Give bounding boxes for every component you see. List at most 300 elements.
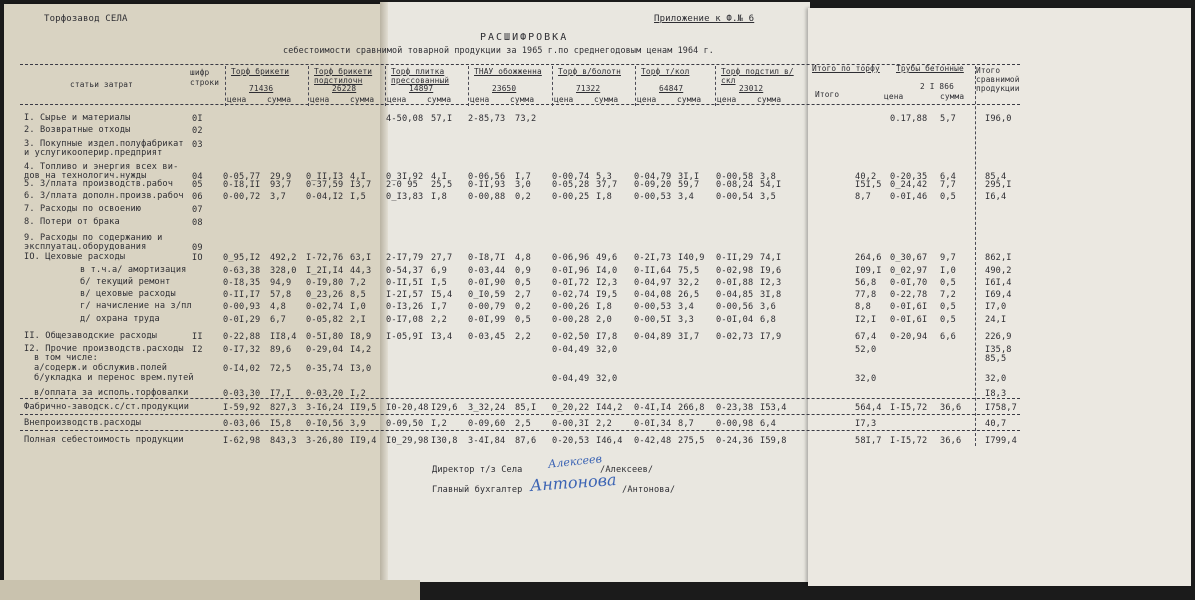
table-cell: 59,7 — [678, 180, 700, 190]
table-cell: 57,I — [431, 114, 453, 124]
row-pipes-value: 7,7 — [940, 180, 956, 190]
table-cell: 85,I — [515, 403, 537, 413]
row-pipes-value: 36,6 — [940, 436, 962, 446]
table-cell: 0-0I,88 — [716, 278, 754, 288]
table-cell: 0-08,24 — [716, 180, 754, 190]
accountant-name: /Антонова/ — [622, 485, 676, 495]
table-cell: I53,4 — [760, 403, 787, 413]
header-group-qty: 26228 — [332, 84, 357, 93]
row-label: в т.ч.а/ амортизация — [80, 265, 187, 275]
table-cell: 0-0I,29 — [223, 315, 261, 325]
header-pipes: Трубы бетонные — [896, 64, 964, 73]
table-cell: 3_32,24 — [468, 403, 506, 413]
table-cell: 27,7 — [431, 253, 453, 263]
row-label: г/ начисление на з/пл — [80, 301, 192, 311]
row-grand-total: 24,I — [985, 315, 1007, 325]
table-cell: I9,6 — [760, 266, 782, 276]
row-label: 7. Расходы по освоению — [24, 204, 142, 214]
table-cell: I7,8 — [596, 332, 618, 342]
table-cell: I8,9 — [350, 332, 372, 342]
table-cell: I5,8 — [270, 419, 292, 429]
row-label: а/содерж.и обслужив.полей — [34, 363, 168, 373]
summary-rule — [20, 414, 1020, 415]
row-pipes-value: 0,5 — [940, 192, 956, 202]
table-cell: 57,8 — [270, 290, 292, 300]
grand-total-divider — [975, 66, 976, 446]
table-cell: 0-03,45 — [468, 332, 506, 342]
table-cell: 0-05,77 — [223, 172, 261, 182]
table-cell: 0-22,88 — [223, 332, 261, 342]
row-label: в/оплата за исполь.торфовалки — [34, 388, 189, 398]
table-cell: 0-II,I7 — [223, 290, 261, 300]
row-grand-total: I758,7 — [985, 403, 1017, 413]
table-cell: 72,5 — [270, 364, 292, 374]
header-total-peat: Итого по торфу — [812, 64, 880, 73]
row-pipes-value: I-I5,72 — [890, 436, 928, 446]
row-pipes-value: 0,5 — [940, 302, 956, 312]
header-subcol-sum: сумма — [510, 95, 535, 104]
row-pipes-value: I,0 — [940, 266, 956, 276]
header-divider — [715, 66, 716, 106]
row-grand-total: I69,4 — [985, 290, 1012, 300]
table-cell: 0-02,50 — [552, 332, 590, 342]
table-cell: 0-02,98 — [716, 266, 754, 276]
header-divider — [635, 66, 636, 106]
table-cell: I9,5 — [596, 290, 618, 300]
table-cell: 266,8 — [678, 403, 705, 413]
table-cell: 0-04,85 — [716, 290, 754, 300]
row-label: 3. Покупные издел.полуфабрикат и услугикооперир.предприят — [24, 139, 184, 158]
row-pipes-value: 0_30,67 — [890, 253, 928, 263]
table-cell: 0-37,59 — [306, 180, 344, 190]
header-grand-total: Итого сравнимой продукции — [976, 66, 1020, 93]
row-grand-total: I7,0 — [985, 302, 1007, 312]
row-total-peat: 564,4 — [855, 403, 882, 413]
table-cell: 0-29,04 — [306, 345, 344, 355]
table-cell: 0-00,98 — [716, 419, 754, 429]
table-cell: I44,2 — [596, 403, 623, 413]
table-cell: I,8 — [596, 302, 612, 312]
organization-name: Торфозавод СЕЛА — [44, 14, 128, 24]
row-pipes-value: 6,6 — [940, 332, 956, 342]
table-cell: 2,I — [350, 315, 366, 325]
table-cell: 32,0 — [596, 374, 618, 384]
table-cell: 328,0 — [270, 266, 297, 276]
row-pipes-value: 0-20,35 — [890, 172, 928, 182]
table-cell: 0-00,25 — [552, 192, 590, 202]
table-cell: I5,4 — [431, 290, 453, 300]
row-code: I2 — [192, 345, 203, 355]
row-label: Внепроизводств.расходы — [24, 418, 142, 428]
table-cell: 0-00,5I — [634, 315, 672, 325]
table-cell: 0-23,38 — [716, 403, 754, 413]
table-cell: 0-00,88 — [468, 192, 506, 202]
table-cell: 0-00,79 — [468, 302, 506, 312]
table-cell: I,7 — [515, 172, 531, 182]
table-cell: II9,5 — [350, 403, 377, 413]
row-pipes-value: 0,5 — [940, 315, 956, 325]
header-subcol-price: цена — [470, 95, 490, 104]
appendix-label: Приложение к Ф.№ 6 — [654, 14, 755, 24]
header-subcol-sum: сумма — [427, 95, 452, 104]
row-label: 2. Возвратные отходы — [24, 125, 131, 135]
row-pipes-value: 7,2 — [940, 290, 956, 300]
table-cell: 0-05,28 — [552, 180, 590, 190]
table-cell: 0-00,54 — [716, 192, 754, 202]
accountant-title: Главный бухгалтер — [432, 485, 523, 495]
row-label: Фабрично-заводск.с/ст.продукции — [24, 402, 190, 412]
table-cell: 0_I3,83 — [386, 192, 424, 202]
table-cell: I7,I — [270, 389, 292, 399]
table-cell: 0-II,5I — [386, 278, 424, 288]
table-cell: I30,8 — [431, 436, 458, 446]
table-cell: 0-0I,99 — [468, 315, 506, 325]
table-cell: 63,I — [350, 253, 372, 263]
table-cell: 37,7 — [596, 180, 618, 190]
table-cell: 0-04,79 — [634, 172, 672, 182]
header-items: статьи затрат — [70, 80, 133, 89]
table-cell: 0,5 — [515, 278, 531, 288]
row-pipes-value: 0-0I,70 — [890, 278, 928, 288]
row-code: IO — [192, 253, 203, 263]
table-cell: 0-04,89 — [634, 332, 672, 342]
table-cell: 0-20,53 — [552, 436, 590, 446]
table-cell: 2,7 — [515, 290, 531, 300]
header-group-label: Торф брикети — [231, 67, 290, 76]
row-grand-total: 226,9 — [985, 332, 1012, 342]
table-cell: 74,I — [760, 253, 782, 263]
row-code: 04 — [192, 172, 203, 182]
row-pipes-value: 0-0I,46 — [890, 192, 928, 202]
table-cell: 0-00,56 — [716, 302, 754, 312]
header-group-qty: 23012 — [739, 84, 764, 93]
header-subcol-price: цена — [554, 95, 574, 104]
row-code: 03 — [192, 140, 203, 150]
row-label: в/ цеховые расходы — [80, 289, 176, 299]
header-divider — [385, 66, 386, 106]
table-cell: I,2 — [431, 419, 447, 429]
table-cell: 2,0 — [596, 315, 612, 325]
table-cell: I,5 — [431, 278, 447, 288]
row-label: I2. Прочие производств.расходы — [24, 344, 184, 354]
table-cell: 54,I — [760, 180, 782, 190]
table-cell: 3I,7 — [678, 332, 700, 342]
row-total-peat: 8,8 — [855, 302, 871, 312]
table-cell: 32,2 — [678, 278, 700, 288]
row-label: 5. З/плата производств.рабоч — [24, 179, 174, 189]
row-code: 06 — [192, 192, 203, 202]
row-total-peat: 264,6 — [855, 253, 882, 263]
table-cell: I-59,92 — [223, 403, 261, 413]
table-cell: 4,8 — [270, 302, 286, 312]
header-divider — [308, 66, 309, 106]
table-cell: 0-09,60 — [468, 419, 506, 429]
row-pipes-value: 0-0I,6I — [890, 315, 928, 325]
header-subcol-sum: сумма — [267, 95, 292, 104]
table-cell: 3,7 — [270, 192, 286, 202]
table-cell: 3,9 — [350, 419, 366, 429]
header-pipes-price: цена — [884, 92, 904, 101]
table-cell: 2-85,73 — [468, 114, 506, 124]
table-cell: 3I,I — [678, 172, 700, 182]
table-cell: I,2 — [350, 389, 366, 399]
header-pipes-qty: 2 I 866 — [920, 82, 954, 91]
table-cell: 3,3 — [678, 315, 694, 325]
table-cell: 0-00,72 — [223, 192, 261, 202]
table-cell: 0,9 — [515, 266, 531, 276]
row-grand-total: 32,0 — [985, 374, 1007, 384]
row-total-peat: 77,8 — [855, 290, 877, 300]
table-cell: 0-0I,90 — [468, 278, 506, 288]
header-group-label: Торф брикети подстилочн — [314, 67, 373, 85]
table-cell: 0-0I,96 — [552, 266, 590, 276]
table-cell: I7,9 — [760, 332, 782, 342]
table-cell: 0-I0,56 — [306, 419, 344, 429]
table-cell: 0-II,93 — [468, 180, 506, 190]
table-cell: 4-50,08 — [386, 114, 424, 124]
row-label: д/ охрана труда — [80, 314, 160, 324]
table-cell: 0-02,73 — [716, 332, 754, 342]
table-cell: 0-04,I2 — [306, 192, 344, 202]
table-cell: 0_95,I2 — [223, 253, 261, 263]
table-cell: 6,7 — [270, 315, 286, 325]
table-cell: I4,2 — [350, 345, 372, 355]
table-cell: 0-II,29 — [716, 253, 754, 263]
header-subcol-price: цена — [227, 95, 247, 104]
table-cell: 0_3I,92 — [386, 172, 424, 182]
director-title: Директор т/з Села — [432, 465, 523, 475]
table-cell: 32,0 — [596, 345, 618, 355]
table-cell: 3-26,80 — [306, 436, 344, 446]
row-label: IO. Цеховые расходы — [24, 252, 126, 262]
table-cell: 49,6 — [596, 253, 618, 263]
table-cell: 0-0I,72 — [552, 278, 590, 288]
table-cell: 4,I — [431, 172, 447, 182]
table-cell: 0-05,82 — [306, 315, 344, 325]
row-grand-total: I6I,4 — [985, 278, 1012, 288]
row-pipes-value: 0-22,78 — [890, 290, 928, 300]
row-label: 6. З/плата дополн.произв.рабоч — [24, 191, 184, 201]
header-group-label: Торф подстил в/скл — [721, 67, 794, 85]
table-cell: 0-04,08 — [634, 290, 672, 300]
row-code: 05 — [192, 180, 203, 190]
row-label: II. Общезаводские расходы — [24, 331, 158, 341]
row-pipes-value: 5,7 — [940, 114, 956, 124]
table-cell: 0-00,58 — [716, 172, 754, 182]
row-label: 8. Потери от брака — [24, 217, 120, 227]
row-label: б/ текущий ремонт — [80, 277, 171, 287]
table-cell: I0_29,98 — [386, 436, 429, 446]
table-cell: 0-0I,04 — [716, 315, 754, 325]
table-cell: I29,6 — [431, 403, 458, 413]
table-cell: 94,9 — [270, 278, 292, 288]
table-cell: I2,3 — [596, 278, 618, 288]
table-cell: I,8 — [431, 192, 447, 202]
row-pipes-value: 0.17,88 — [890, 114, 928, 124]
table-cell: 2,2 — [431, 315, 447, 325]
table-cell: 0-09,20 — [634, 180, 672, 190]
table-cell: 0-I4,02 — [223, 364, 261, 374]
table-cell: 0_20,22 — [552, 403, 590, 413]
table-cell: 0-02,74 — [552, 290, 590, 300]
table-cell: 75,5 — [678, 266, 700, 276]
row-pipes-value: 0-0I,6I — [890, 302, 928, 312]
table-cell: I-05,9I — [386, 332, 424, 342]
table-cell: I-62,98 — [223, 436, 261, 446]
table-cell: I46,4 — [596, 436, 623, 446]
table-cell: 0_I0,59 — [468, 290, 506, 300]
row-label: в том числе: — [34, 353, 98, 363]
table-cell: 0-24,36 — [716, 436, 754, 446]
table-cell: 0_23,26 — [306, 290, 344, 300]
table-cell: 2,2 — [596, 419, 612, 429]
paper-edge-strip — [0, 580, 420, 600]
row-grand-total: I6,4 — [985, 192, 1007, 202]
table-cell: 0-03,30 — [223, 389, 261, 399]
director-name: /Алексеев/ — [600, 465, 654, 475]
table-cell: 0,2 — [515, 302, 531, 312]
row-code: 02 — [192, 126, 203, 136]
table-cell: II8,4 — [270, 332, 297, 342]
table-cell: 0-I7,32 — [223, 345, 261, 355]
table-cell: I4,0 — [596, 266, 618, 276]
table-cell: I40,9 — [678, 253, 705, 263]
header-subcol-sum: сумма — [757, 95, 782, 104]
table-cell: 0-00,28 — [552, 315, 590, 325]
table-cell: 0-I8,35 — [223, 278, 261, 288]
table-cell: 0-I8,II — [223, 180, 261, 190]
header-group-label: Торф плитка прессованный — [391, 67, 450, 85]
header-subcol-price: цена — [637, 95, 657, 104]
table-cell: II9,4 — [350, 436, 377, 446]
director-signature: Алексеев — [547, 452, 603, 471]
row-pipes-value: 6,4 — [940, 172, 956, 182]
table-cell: 3-I6,24 — [306, 403, 344, 413]
table-cell: 0-0I,34 — [634, 419, 672, 429]
table-cell: 0,2 — [515, 192, 531, 202]
table-cell: 3I,8 — [760, 290, 782, 300]
table-cell: 0-00,93 — [223, 302, 261, 312]
row-pipes-value: 0_24,42 — [890, 180, 928, 190]
table-cell: 0-00,3I — [552, 419, 590, 429]
row-pipes-value: I-I5,72 — [890, 403, 928, 413]
table-cell: 4,I — [350, 172, 366, 182]
table-cell: 8,7 — [678, 419, 694, 429]
header-total-peat-sub: Итого — [815, 90, 840, 99]
row-grand-total: 862,I — [985, 253, 1012, 263]
table-cell: 87,6 — [515, 436, 537, 446]
table-cell: 0-02,74 — [306, 302, 344, 312]
table-cell: I3,7 — [350, 180, 372, 190]
row-total-peat: I7,3 — [855, 419, 877, 429]
table-cell: 0-35,74 — [306, 364, 344, 374]
table-cell: 0-03,20 — [306, 389, 344, 399]
row-code: 07 — [192, 205, 203, 215]
header-group-qty: 23650 — [492, 84, 517, 93]
row-total-peat: 56,8 — [855, 278, 877, 288]
table-cell: 0-63,38 — [223, 266, 261, 276]
table-cell: 0_II,I3 — [306, 172, 344, 182]
header-subcol-sum: сумма — [677, 95, 702, 104]
accountant-signature: Антонова — [529, 470, 618, 495]
table-cell: 0,5 — [515, 315, 531, 325]
table-cell: I-2I,57 — [386, 290, 424, 300]
row-total-peat: I09,I — [855, 266, 882, 276]
table-cell: I_2I,I4 — [306, 266, 344, 276]
header-subcol-sum: сумма — [350, 95, 375, 104]
row-grand-total: I35,8 — [985, 345, 1012, 355]
row-pipes-value: 0,5 — [940, 278, 956, 288]
table-cell: 0-4I,I4 — [634, 403, 672, 413]
row-grand-total: I8,3 — [985, 389, 1007, 399]
table-cell: I0-20,48 — [386, 403, 429, 413]
row-pipes-value: 0_02,97 — [890, 266, 928, 276]
table-cell: 0-I7,08 — [386, 315, 424, 325]
header-divider — [468, 66, 469, 106]
table-cell: 2,5 — [515, 419, 531, 429]
table-cell: 0-06,56 — [468, 172, 506, 182]
table-cell: 3-4I,84 — [468, 436, 506, 446]
table-cell: 0-2I,73 — [634, 253, 672, 263]
header-code: шифр строки — [190, 68, 220, 87]
document-subtitle: себестоимости сравнимой товарной продукции за 1965 г.по среднегодовым ценам 1964 г. — [283, 45, 714, 55]
row-total-peat: I2,I — [855, 315, 877, 325]
document-title: РАСШИФРОВКА — [480, 32, 569, 43]
table-cell: 3,0 — [515, 180, 531, 190]
table-cell: 0-03,06 — [223, 419, 261, 429]
table-cell: 0-04,49 — [552, 345, 590, 355]
row-total-peat: 32,0 — [855, 374, 877, 384]
table-cell: I3,4 — [431, 332, 453, 342]
row-total-peat: 40,2 — [855, 172, 877, 182]
row-grand-total: 295,I — [985, 180, 1012, 190]
table-cell: 3,4 — [678, 192, 694, 202]
header-group-qty: 64847 — [659, 84, 684, 93]
row-total-peat: 58I,7 — [855, 436, 882, 446]
table-cell: 2-0 95 — [386, 180, 418, 190]
table-cell: 2,2 — [515, 332, 531, 342]
row-grand-total: I96,0 — [985, 114, 1012, 124]
row-total-peat: I5I,5 — [855, 180, 882, 190]
table-cell: 0-06,96 — [552, 253, 590, 263]
table-cell: 3,5 — [760, 192, 776, 202]
row-pipes-value: 36,6 — [940, 403, 962, 413]
row-total-peat: 67,4 — [855, 332, 877, 342]
header-divider — [225, 66, 226, 106]
header-group-label: ТНАУ обожженна — [474, 67, 542, 76]
table-cell: 0-09,50 — [386, 419, 424, 429]
table-cell: 0-00,53 — [634, 192, 672, 202]
row-label: Полная себестоимость продукции — [24, 435, 184, 445]
table-cell: I,7 — [431, 302, 447, 312]
row-grand-total: 490,2 — [985, 266, 1012, 276]
table-cell: 0-42,48 — [634, 436, 672, 446]
summary-rule — [20, 430, 1020, 431]
header-subcol-price: цена — [717, 95, 737, 104]
table-cell: 26,5 — [678, 290, 700, 300]
table-cell: 8,5 — [350, 290, 366, 300]
table-cell: 89,6 — [270, 345, 292, 355]
header-group-qty: 71322 — [576, 84, 601, 93]
table-cell: 3,8 — [760, 172, 776, 182]
table-cell: 2-I7,79 — [386, 253, 424, 263]
table-cell: I,5 — [350, 192, 366, 202]
table-cell: 0-54,37 — [386, 266, 424, 276]
table-cell: 6,8 — [760, 315, 776, 325]
header-group-qty: 71436 — [249, 84, 274, 93]
table-cell: 73,2 — [515, 114, 537, 124]
table-cell: I2,3 — [760, 278, 782, 288]
